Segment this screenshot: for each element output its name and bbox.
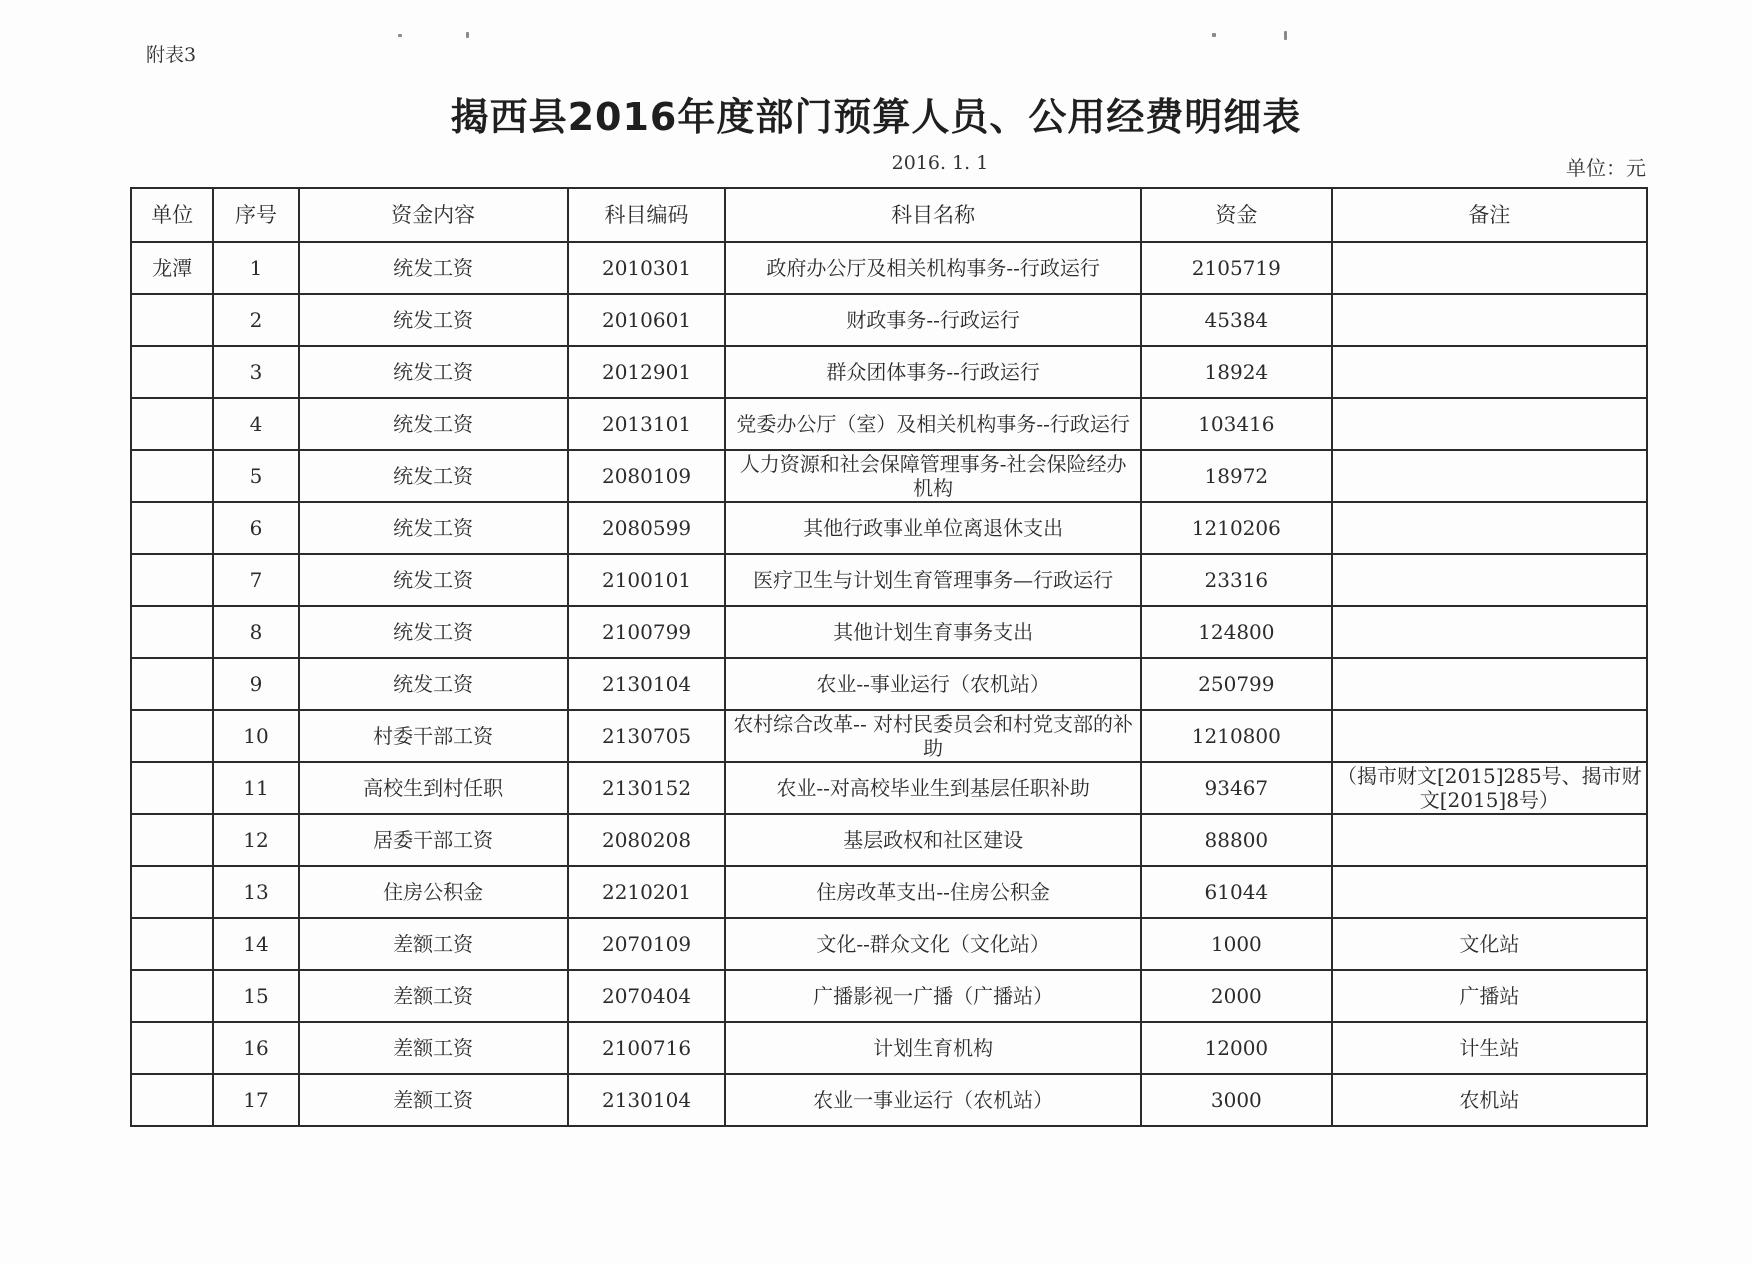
cell-code: 2012901	[568, 346, 726, 398]
table-row	[131, 918, 1647, 970]
currency-unit-note: 单位：元	[1566, 156, 1646, 180]
cell-amount: 1210800	[1141, 710, 1332, 762]
table-row	[131, 242, 1647, 294]
cell-remark	[1332, 398, 1647, 450]
cell-code: 2080109	[568, 450, 726, 502]
column-header-unit: 单位	[131, 188, 213, 242]
cell-code: 2100101	[568, 554, 726, 606]
cell-amount: 250799	[1141, 658, 1332, 710]
cell-content: 统发工资	[299, 294, 568, 346]
cell-name: 其他行政事业单位离退休支出	[725, 502, 1141, 554]
table-row	[131, 502, 1647, 554]
cell-remark	[1332, 294, 1647, 346]
cell-name: 农村综合改革-- 对村民委员会和村党支部的补助	[725, 710, 1141, 762]
cell-amount: 45384	[1141, 294, 1332, 346]
document-title: 揭西县2016年度部门预算人员、公用经费明细表	[450, 95, 1302, 139]
table-row	[131, 554, 1647, 606]
cell-amount: 88800	[1141, 814, 1332, 866]
cell-code: 2100716	[568, 1022, 726, 1074]
cell-remark	[1332, 346, 1647, 398]
cell-code: 2010301	[568, 242, 726, 294]
cell-seq: 8	[213, 606, 298, 658]
cell-content: 统发工资	[299, 450, 568, 502]
cell-code: 2130705	[568, 710, 726, 762]
cell-content: 住房公积金	[299, 866, 568, 918]
cell-content: 统发工资	[299, 242, 568, 294]
cell-code: 2130104	[568, 658, 726, 710]
column-header-amount: 资金	[1141, 188, 1332, 242]
cell-content: 统发工资	[299, 606, 568, 658]
cell-unit	[131, 450, 213, 502]
cell-seq: 9	[213, 658, 298, 710]
cell-name: 计划生育机构	[725, 1022, 1141, 1074]
cell-name: 党委办公厅（室）及相关机构事务--行政运行	[725, 398, 1141, 450]
cell-unit	[131, 710, 213, 762]
column-header-name: 科目名称	[725, 188, 1141, 242]
cell-code: 2010601	[568, 294, 726, 346]
cell-name: 住房改革支出--住房公积金	[725, 866, 1141, 918]
cell-code: 2080599	[568, 502, 726, 554]
cell-remark	[1332, 242, 1647, 294]
cell-seq: 6	[213, 502, 298, 554]
cell-remark	[1332, 866, 1647, 918]
cell-seq: 7	[213, 554, 298, 606]
cell-remark: 文化站	[1332, 918, 1647, 970]
cell-remark	[1332, 502, 1647, 554]
cell-amount: 3000	[1141, 1074, 1332, 1126]
cell-seq: 5	[213, 450, 298, 502]
document-date: 2016. 1. 1	[891, 152, 989, 174]
cell-amount: 93467	[1141, 762, 1332, 814]
cell-name: 基层政权和社区建设	[725, 814, 1141, 866]
cell-code: 2100799	[568, 606, 726, 658]
cell-content: 高校生到村任职	[299, 762, 568, 814]
cell-seq: 15	[213, 970, 298, 1022]
cell-content: 统发工资	[299, 658, 568, 710]
cell-remark: （揭市财文[2015]285号、揭市财文[2015]8号）	[1332, 762, 1647, 814]
cell-content: 统发工资	[299, 346, 568, 398]
cell-unit	[131, 1074, 213, 1126]
table-row	[131, 762, 1647, 814]
cell-amount: 2000	[1141, 970, 1332, 1022]
cell-code: 2210201	[568, 866, 726, 918]
cell-remark	[1332, 606, 1647, 658]
cell-content: 统发工资	[299, 398, 568, 450]
cell-unit	[131, 502, 213, 554]
cell-unit	[131, 554, 213, 606]
table-row	[131, 294, 1647, 346]
cell-code: 2130152	[568, 762, 726, 814]
cell-remark	[1332, 814, 1647, 866]
cell-remark	[1332, 450, 1647, 502]
cell-unit	[131, 606, 213, 658]
cell-remark: 农机站	[1332, 1074, 1647, 1126]
cell-amount: 1000	[1141, 918, 1332, 970]
cell-unit	[131, 658, 213, 710]
table-row	[131, 606, 1647, 658]
cell-content: 差额工资	[299, 970, 568, 1022]
cell-content: 居委干部工资	[299, 814, 568, 866]
column-header-seq: 序号	[213, 188, 298, 242]
cell-remark: 广播站	[1332, 970, 1647, 1022]
cell-amount: 1210206	[1141, 502, 1332, 554]
cell-name: 医疗卫生与计划生育管理事务—行政运行	[725, 554, 1141, 606]
cell-name: 人力资源和社会保障管理事务-社会保险经办机构	[725, 450, 1141, 502]
cell-amount: 124800	[1141, 606, 1332, 658]
cell-amount: 12000	[1141, 1022, 1332, 1074]
cell-unit	[131, 294, 213, 346]
cell-unit	[131, 814, 213, 866]
cell-code: 2070404	[568, 970, 726, 1022]
cell-seq: 16	[213, 1022, 298, 1074]
cell-seq: 11	[213, 762, 298, 814]
cell-name: 政府办公厅及相关机构事务--行政运行	[725, 242, 1141, 294]
table-row	[131, 710, 1647, 762]
cell-code: 2013101	[568, 398, 726, 450]
cell-amount: 18924	[1141, 346, 1332, 398]
table-row	[131, 1074, 1647, 1126]
cell-amount: 61044	[1141, 866, 1332, 918]
cell-unit	[131, 346, 213, 398]
cell-seq: 14	[213, 918, 298, 970]
scan-speck	[1212, 33, 1216, 37]
cell-name: 财政事务--行政运行	[725, 294, 1141, 346]
column-header-content: 资金内容	[299, 188, 568, 242]
cell-unit	[131, 970, 213, 1022]
cell-amount: 103416	[1141, 398, 1332, 450]
table-row	[131, 658, 1647, 710]
column-header-remark: 备注	[1332, 188, 1647, 242]
cell-name: 农业--事业运行（农机站）	[725, 658, 1141, 710]
budget-table	[130, 187, 1648, 1127]
cell-code: 2080208	[568, 814, 726, 866]
column-header-code: 科目编码	[568, 188, 726, 242]
table-header-row	[131, 188, 1647, 242]
cell-content: 村委干部工资	[299, 710, 568, 762]
cell-name: 群众团体事务--行政运行	[725, 346, 1141, 398]
attachment-label: 附表3	[146, 44, 197, 66]
table-row	[131, 346, 1647, 398]
table-row	[131, 970, 1647, 1022]
cell-unit	[131, 398, 213, 450]
cell-seq: 10	[213, 710, 298, 762]
cell-content: 差额工资	[299, 1022, 568, 1074]
cell-name: 文化--群众文化（文化站）	[725, 918, 1141, 970]
cell-unit	[131, 1022, 213, 1074]
cell-seq: 3	[213, 346, 298, 398]
cell-remark: 计生站	[1332, 1022, 1647, 1074]
cell-seq: 17	[213, 1074, 298, 1126]
cell-unit: 龙潭	[131, 242, 213, 294]
table-row	[131, 398, 1647, 450]
scan-speck	[466, 32, 469, 38]
table-row	[131, 866, 1647, 918]
cell-unit	[131, 762, 213, 814]
table-row	[131, 1022, 1647, 1074]
cell-code: 2130104	[568, 1074, 726, 1126]
scan-speck	[1284, 31, 1287, 40]
cell-name: 农业一事业运行（农机站）	[725, 1074, 1141, 1126]
cell-seq: 2	[213, 294, 298, 346]
cell-content: 统发工资	[299, 502, 568, 554]
cell-content: 差额工资	[299, 1074, 568, 1126]
cell-content: 统发工资	[299, 554, 568, 606]
cell-amount: 18972	[1141, 450, 1332, 502]
cell-amount: 2105719	[1141, 242, 1332, 294]
cell-name: 其他计划生育事务支出	[725, 606, 1141, 658]
cell-seq: 4	[213, 398, 298, 450]
table-row	[131, 450, 1647, 502]
cell-remark	[1332, 554, 1647, 606]
cell-remark	[1332, 710, 1647, 762]
cell-unit	[131, 866, 213, 918]
scan-speck	[398, 34, 402, 37]
cell-seq: 13	[213, 866, 298, 918]
cell-amount: 23316	[1141, 554, 1332, 606]
cell-name: 农业--对高校毕业生到基层任职补助	[725, 762, 1141, 814]
cell-remark	[1332, 658, 1647, 710]
cell-name: 广播影视一广播（广播站）	[725, 970, 1141, 1022]
cell-content: 差额工资	[299, 918, 568, 970]
cell-seq: 1	[213, 242, 298, 294]
cell-code: 2070109	[568, 918, 726, 970]
cell-seq: 12	[213, 814, 298, 866]
table-row	[131, 814, 1647, 866]
cell-unit	[131, 918, 213, 970]
